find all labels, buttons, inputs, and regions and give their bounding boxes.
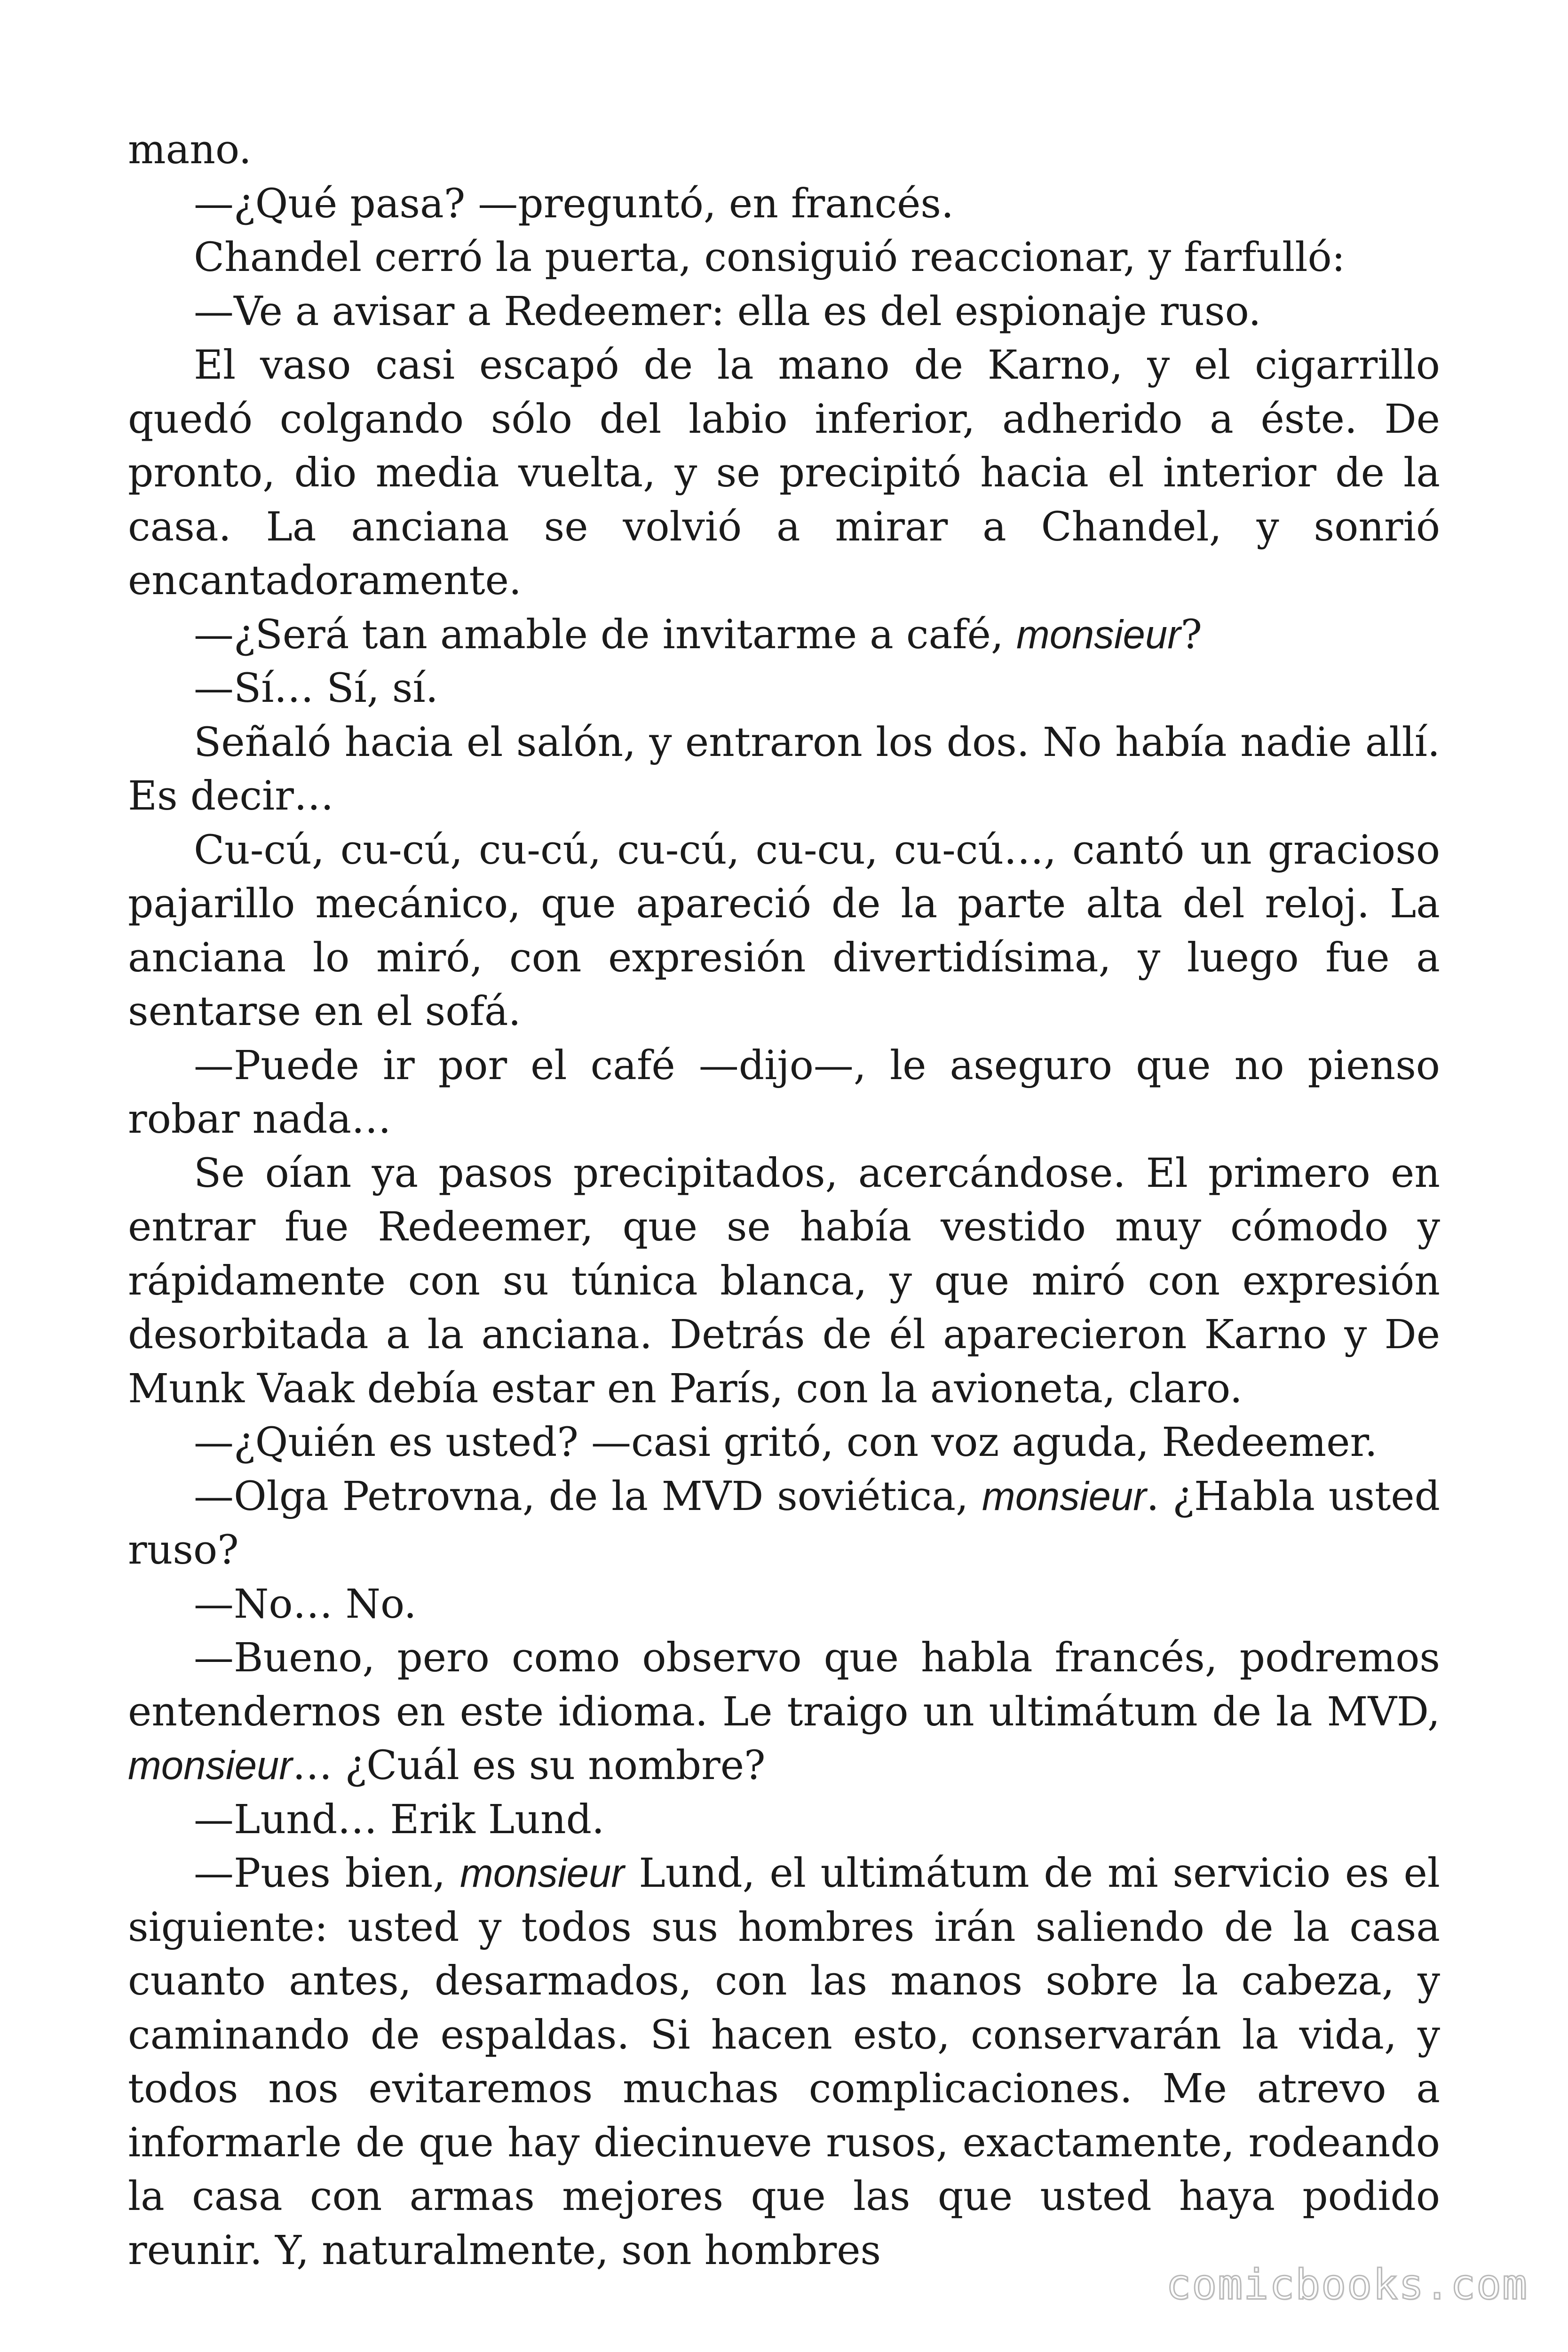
text-run: ? [1180, 611, 1203, 658]
paragraph [128, 1631, 1440, 1793]
paragraph [128, 716, 1440, 824]
text-run: —Puede ir por el café —dijo—, le aseguro que no pienso robar nada… [128, 1042, 1440, 1143]
text-run: Señaló hacia el salón, y entraron los dos. No había nadie allí. Es decir… [128, 719, 1440, 819]
italic-text: monsieur [460, 1851, 625, 1896]
text-run: —Sí… Sí, sí. [194, 665, 438, 712]
paragraph [128, 1793, 1440, 1847]
paragraph [128, 285, 1440, 339]
paragraph [128, 608, 1440, 662]
paragraph [128, 339, 1440, 608]
text-run: … ¿Cuál es su nombre? [292, 1742, 766, 1789]
text-run: —¿Qué pasa? —preguntó, en francés. [194, 180, 954, 227]
watermark: comicbooks.com [1166, 2260, 1528, 2309]
paragraph [128, 1416, 1440, 1470]
text-run: —¿Quién es usted? —casi gritó, con voz aguda, Redeemer. [194, 1419, 1378, 1466]
italic-text: monsieur [128, 1743, 293, 1788]
paragraph [128, 1847, 1440, 2278]
italic-text: monsieur [1016, 612, 1181, 657]
paragraph [128, 1039, 1440, 1147]
text-run: . ¿Habla usted ruso? [128, 1473, 1440, 1573]
text-run: Lund, el ultimátum de mi servicio es el siguiente: usted y todos sus hombres irán saliendo de la casa cuanto antes, desarmados, con las manos sobre la cabeza, y caminando de espaldas. Si hacen esto, conservarán la vida, y todos nos evitaremos muchas complicaciones. Me atrevo a informarle de que hay diecinueve rusos, exactamente, rodeando la casa con armas mejores que las que usted haya podido reunir. Y, naturalmente, son hombres [128, 1850, 1440, 2274]
text-run: mano. [128, 127, 252, 173]
text-run: —No… No. [194, 1581, 417, 1628]
text-run: Chandel cerró la puerta, consiguió reaccionar, y farfulló: [194, 234, 1346, 281]
paragraph [128, 123, 1440, 177]
paragraph [128, 1147, 1440, 1416]
italic-text: monsieur [982, 1474, 1147, 1519]
paragraph [128, 1578, 1440, 1632]
paragraph [128, 177, 1440, 231]
paragraph [128, 824, 1440, 1039]
paragraph [128, 231, 1440, 285]
text-run: Cu-cú, cu-cú, cu-cú, cu-cú, cu-cu, cu-cú…, cantó un gracioso pajarillo mecánico, que apareció de la parte alta del reloj. La anciana lo miró, con expresión divertidísima, y luego fue a sentarse en el sofá. [128, 826, 1440, 1035]
text-run: —Pues bien, [194, 1850, 460, 1897]
text-run: —Bueno, pero como observo que habla francés, podremos entendernos en este idioma. Le traigo un ultimátum de la MVD, [128, 1635, 1440, 1735]
text-run: —Lund… Erik Lund. [194, 1796, 605, 1843]
text-run: —Olga Petrovna, de la MVD soviética, [194, 1473, 982, 1520]
page-text [128, 123, 1440, 2278]
paragraph [128, 1470, 1440, 1578]
text-run: —¿Será tan amable de invitarme a café, [194, 611, 1016, 658]
paragraph [128, 662, 1440, 716]
text-run: Se oían ya pasos precipitados, acercándose. El primero en entrar fue Redeemer, que se había vestido muy cómodo y rápidamente con su túnica blanca, y que miró con expresión desorbitada a la anciana. Detrás de él aparecieron Karno y De Munk Vaak debía estar en París, con la avioneta, claro. [128, 1150, 1440, 1412]
text-run: El vaso casi escapó de la mano de Karno, y el cigarrillo quedó colgando sólo del labio inferior, adherido a éste. De pronto, dio media vuelta, y se precipitó hacia el interior de la casa. La anciana se volvió a mirar a Chandel, y sonrió encantadoramente. [128, 342, 1440, 604]
text-run: —Ve a avisar a Redeemer: ella es del espionaje ruso. [194, 288, 1261, 335]
